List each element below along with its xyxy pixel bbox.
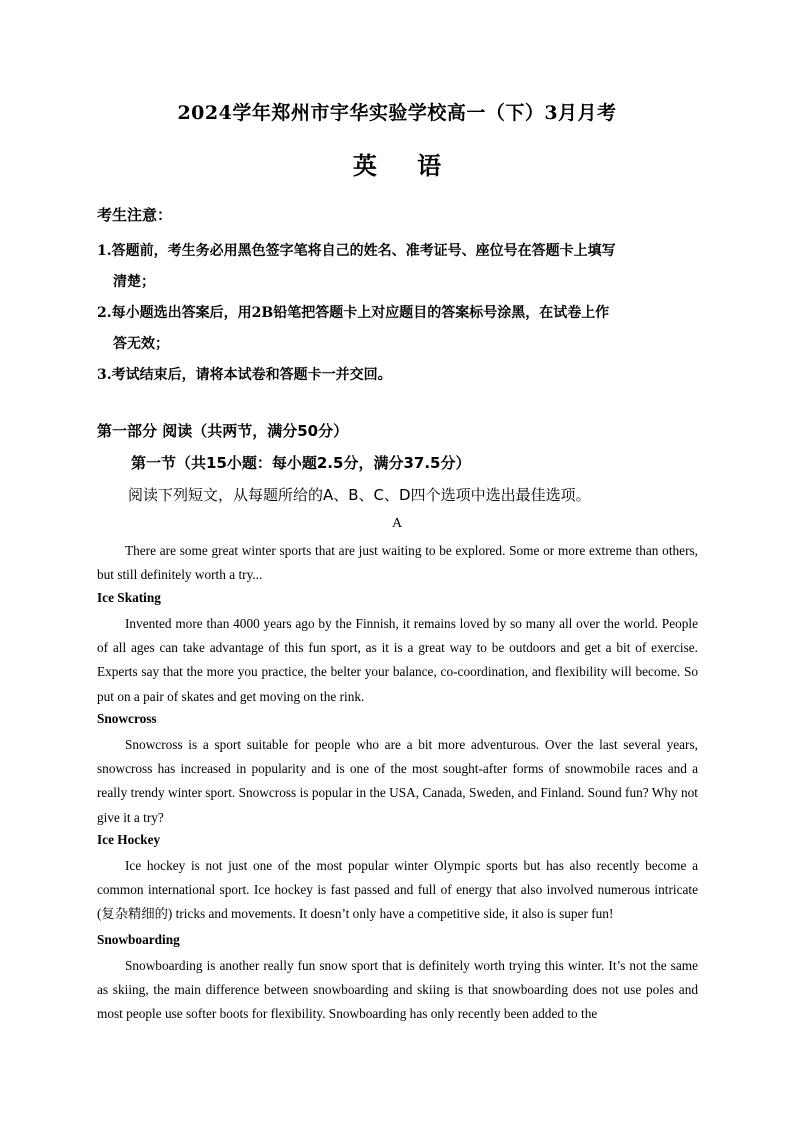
paragraph: Ice hockey is not just one of the most popular winter Olympic sports but has also recently become a common international sport. Ice hockey is fast passed and full of energy that also involved numerous intricate (复杂精细的) tricks and movements. It doesn’t only have a competitive side, it also is super fun! [97,858,698,922]
section-text-snowcross [97,733,698,830]
section-heading-ice-hockey: Ice Hockey [97,832,161,847]
paragraph: There are some great winter sports that are just waiting to be explored. Some or more extreme than others, but still definitely worth a try... [97,543,698,583]
subject-char: 英 [352,151,377,180]
section-heading-ice-skating: Ice Skating [97,590,161,605]
notice-item [97,236,697,298]
notice-item [97,298,697,360]
part-heading: 第一部分 阅读（共两节，满分50分） [97,422,349,440]
section-heading: 第一节（共15小题：每小题2.5分，满分37.5分） [131,454,471,472]
section-text-snowboarding [97,954,698,1027]
section-text-ice-skating [97,612,698,709]
notice-line: 3.考试结束后，请将本试卷和答题卡一并交回。 [97,367,392,383]
notice-line: 答无效； [113,336,169,352]
passage-label: A [391,516,403,531]
section-text-ice-hockey [97,854,698,927]
notice-line: 2.每小题选出答案后，用2B铅笔把答题卡上对应题目的答案标号涂黑，在试卷上作 [97,305,610,321]
exam-title: 2024学年郑州市宇华实验学校高一（下）3月月考 [177,102,617,124]
notice-heading: 考生注意： [97,206,173,224]
notice-line: 1.答题前，考生务必用黑色签字笔将自己的姓名、准考证号、座位号在答题卡上填写 [97,243,616,259]
subject-title [0,146,794,181]
notice-item [97,360,697,391]
subject-char: 语 [417,151,442,180]
section-heading-snowcross: Snowcross [97,711,157,726]
passage-intro [97,539,698,587]
paragraph: Snowcross is a sport suitable for people who are a bit more adventurous. Over the last several years, snowcross has increased in popularity and is one of the most sought-after forms of snowmobile races and a really trendy winter sport. Snowcross is popular in the USA, Canada, Sweden, and Finland. Sound fun? Why not give it a try? [97,737,698,825]
paragraph: Snowboarding is another really fun snow sport that is definitely worth trying this winter. It’s not the same as skiing, the main difference between snowboarding and skiing is that snowboarding does not use poles and most people use softer boots for flexibility. Snowboarding has only recently been added to the [97,958,698,1022]
paragraph: Invented more than 4000 years ago by the Finnish, it remains loved by so many all over the world. People of all ages can take advantage of this fun sport, as it is a great way to be outdoors and get a bit of exercise. Experts say that the more you practice, the belter your balance, co-coordination, and flexibility will become. So put on a pair of skates and get moving on the rink. [97,616,698,704]
section-heading-snowboarding: Snowboarding [97,932,180,947]
instruction-text: 阅读下列短文，从每题所给的A、B、C、D四个选项中选出最佳选项。 [128,486,591,504]
notice-line: 清楚； [113,274,155,290]
